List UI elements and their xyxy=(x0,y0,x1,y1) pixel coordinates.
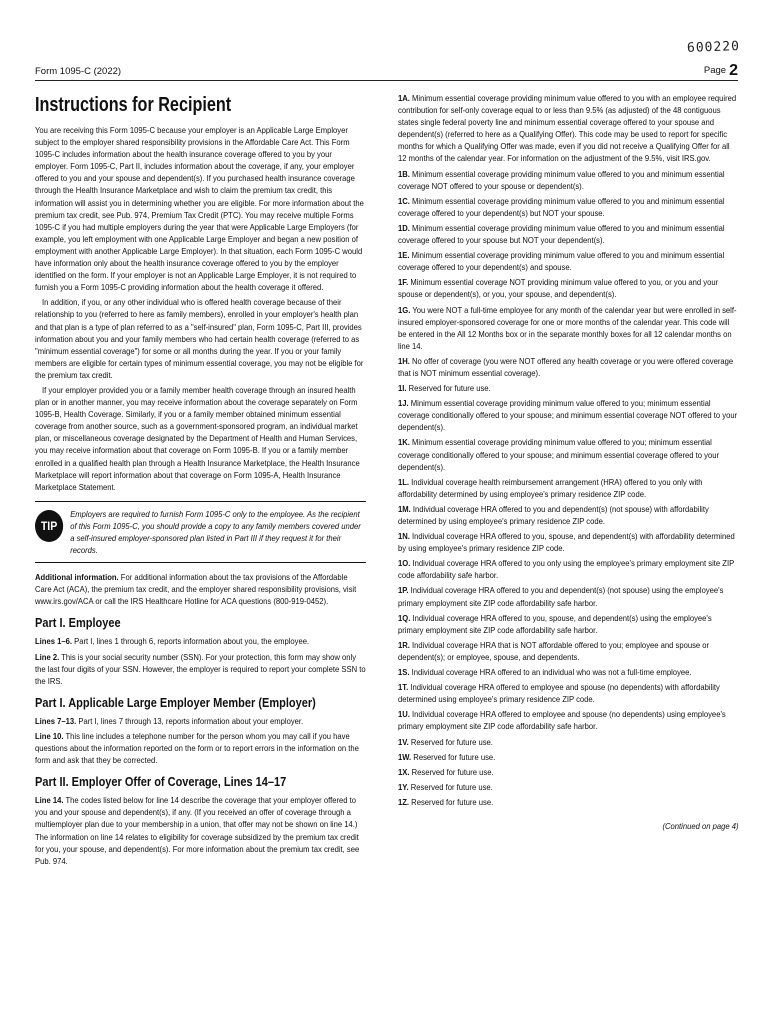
offer-code-label: 1I. xyxy=(398,383,407,394)
line-2 xyxy=(35,651,366,687)
offer-code-label: 1F. xyxy=(398,277,409,288)
line-14-text: The codes listed below for line 14 describe the coverage that your employer offered to you and your spouse and dependent(s), if any. (If you received an offer of coverage through a multiemployer plan due to your membership in a union, that offer may not be shown on line 14.) The information on line 14 relates to eligibility for coverage subsidized by the premium tax credit for you, your spouse, and dependent(s). For more information about the premium tax credit, see Pub. 974. xyxy=(35,795,360,866)
offer-code-label: 1E. xyxy=(398,250,410,261)
form-identifier: Form 1095-C (2022) xyxy=(35,66,122,77)
lines-7-13-text: Part I, lines 7 through 13, reports information about your employer. xyxy=(76,715,304,726)
offer-code-description: Individual coverage HRA offered to employee and spouse (no dependents) using employee's primary employment site ZIP code affordability safe harbor. xyxy=(398,709,726,732)
offer-code-description: Reserved for future use. xyxy=(408,736,493,747)
offer-code-description: Individual coverage HRA offered to you, spouse, and dependent(s) with affordability determined by using employee's primary residence ZIP code. xyxy=(398,531,735,554)
offer-code-description: Individual coverage HRA that is NOT affordable offered to you; employee and spouse or dependent(s); or employee, spouse, and dependents. xyxy=(398,639,710,662)
offer-code-label: 1X. xyxy=(398,766,410,777)
lines-1-6-label: Lines 1–6. xyxy=(35,636,72,647)
offer-code-label: 1M. xyxy=(398,503,411,514)
offer-code-label: 1A. xyxy=(398,93,410,103)
offer-code-label: 1J. xyxy=(398,398,409,409)
offer-code-item xyxy=(398,751,739,763)
offer-code-label: 1P. xyxy=(398,585,409,596)
offer-code-label: 1L. xyxy=(398,476,410,487)
offer-code-list xyxy=(398,92,739,808)
offer-code-description: Individual coverage HRA offered to employee and spouse (no dependents) with affordability determined using employee's primary residence ZIP code. xyxy=(398,682,720,705)
handwritten-mark: 600220 xyxy=(686,39,741,56)
offer-code-label: 1U. xyxy=(398,709,410,720)
offer-code-label: 1Q. xyxy=(398,612,411,623)
offer-code-label: 1T. xyxy=(398,682,409,693)
offer-code-description: Minimum essential coverage providing minimum value offered to you and minimum essential coverage offered to your dependent(s) but NOT your spouse. xyxy=(398,195,725,218)
tip-icon: TIP xyxy=(35,510,63,542)
offer-code-item xyxy=(398,584,739,608)
offer-code-description: Individual coverage health reimbursement arrangement (HRA) offered to you only with affordability determined by using employee's primary residence ZIP code. xyxy=(398,476,703,499)
offer-code-item xyxy=(398,436,739,472)
offer-code-item xyxy=(398,168,739,192)
offer-code-description: Minimum essential coverage providing minimum value offered to you; minimum essential coverage conditionally offered to your spouse; and minimum essential coverage NOT offered to your dependent(s). xyxy=(398,398,738,433)
line-2-text: This is your social security number (SSN). For your protection, this form may show only the last four digits of your SSN. However, the employer is required to report your complete SSN to the IRS. xyxy=(35,651,366,686)
additional-information-label: Additional information. xyxy=(35,572,119,583)
offer-code-item xyxy=(398,781,739,793)
offer-code-item xyxy=(398,666,739,678)
intro-paragraph-2: In addition, if you, or any other individual who is offered health coverage because of their relationship to you (referred to here as family members), enrolled in your employer's health plan and that plan is a type of plan referred to as a "self-insured" plan, Form 1095-C, Part III, provides information about you and your family members who had certain health coverage (referred to as "minimum essential coverage") for some or all months during the year. If you or your family members are eligible for certain types of minimum essential coverage, you may not be eligible for the premium tax credit. xyxy=(35,297,364,380)
offer-code-item xyxy=(398,736,739,748)
page-number-digit: 2 xyxy=(729,62,738,79)
additional-information xyxy=(35,571,366,607)
offer-code-item xyxy=(398,355,739,379)
offer-code-item xyxy=(398,530,739,554)
intro-paragraph-1: You are receiving this Form 1095-C because your employer is an Applicable Large Employer subject to the employer shared responsibility provisions in the Affordable Care Act. This Form 1095-C includes information about the health insurance coverage offered to you by your employer. Form 1095-C, Part II, includes information about the coverage, if any, your employer offered to you and your spouse and dependent(s). If you purchased health insurance coverage through the Health Insurance Marketplace and wish to claim the premium tax credit, this information will assist you in determining whether you are eligible. For more information about the premium tax credit, see Pub. 974, Premium Tax Credit (PTC). You may receive multiple Forms 1095-C if you had multiple employers during the year that were Applicable Large Employers (for example, you left employment with one Applicable Large Employer and began a new position of employment with another Applicable Large Employer). In that situation, each Form 1095-C would have information only about the health insurance coverage offered to you by the employer identified on the form. If your employer is not an Applicable Large Employer, it is not required to furnish you a Form 1095-C providing information about the health coverage it offered. xyxy=(35,125,364,293)
offer-code-description: Minimum essential coverage providing minimum value offered to you and minimum essential coverage offered to your spouse but NOT your dependent(s). xyxy=(398,222,725,246)
page-title: Instructions for Recipient xyxy=(35,94,232,116)
offer-code-label: 1D. xyxy=(398,222,410,233)
offer-code-item xyxy=(398,557,739,581)
offer-code-label: 1H. xyxy=(398,355,410,366)
line-2-label: Line 2. xyxy=(35,651,60,662)
line-14 xyxy=(35,794,366,867)
lines-1-6 xyxy=(35,635,366,647)
offer-code-item xyxy=(398,397,739,433)
offer-code-label: 1G. xyxy=(398,304,411,315)
offer-code-label: 1K. xyxy=(398,437,410,448)
lines-7-13-label: Lines 7–13. xyxy=(35,715,77,726)
line-10-label: Line 10. xyxy=(35,730,64,741)
offer-code-description: Reserved for future use. xyxy=(409,796,494,807)
offer-code-description: You were NOT a full-time employee for any month of the calendar year but were enrolled in self-insured employer-sponsored coverage for one or more months of the calendar year. This code will be entered in the All 12 Months box or in the separate monthly boxes for all 12 calendar months on line 14. xyxy=(398,304,737,351)
offer-code-label: 1S. xyxy=(398,667,410,678)
offer-code-item xyxy=(398,276,739,300)
offer-code-item xyxy=(398,382,739,394)
offer-code-description: Individual coverage HRA offered to you only using the employee's primary employment site ZIP code affordability safe harbor. xyxy=(398,558,735,581)
tip-box xyxy=(35,501,366,563)
offer-code-label: 1B. xyxy=(398,168,410,179)
line-14-label: Line 14. xyxy=(35,795,64,806)
offer-code-label: 1C. xyxy=(398,195,410,206)
offer-code-item xyxy=(398,249,739,273)
offer-code-label: 1N. xyxy=(398,531,410,542)
line-10-text: This line includes a telephone number for the person whom you may call if you have questions about the information reported on the form or to report errors in the information on the form and ask that they be corrected. xyxy=(35,730,359,766)
offer-code-item xyxy=(398,612,739,636)
offer-code-description: Minimum essential coverage providing minimum value offered to you and minimum essential coverage offered to your dependent(s) and spouse. xyxy=(398,250,725,273)
offer-code-description: Individual coverage HRA offered to you, spouse, and dependent(s) using the employee's primary employment site ZIP code affordability safe harbor. xyxy=(398,612,712,635)
offer-code-label: 1W. xyxy=(398,751,412,762)
offer-code-item xyxy=(398,476,739,500)
header-rule xyxy=(35,80,738,81)
right-column xyxy=(398,92,739,835)
offer-code-item xyxy=(398,708,739,732)
offer-code-label: 1O. xyxy=(398,558,411,569)
offer-code-description: Individual coverage HRA offered to you and dependent(s) (not spouse) with affordability determined by using employee's primary residence ZIP code. xyxy=(398,503,709,526)
offer-code-description: Minimum essential coverage providing minimum value offered to you with an employee required contribution for self-only coverage equal to or less than 9.5% (as adjusted) of the 48 contiguous states single federal poverty line and minimum essential coverage offered to your spouse and dependent(s) (referred to here as a Qualifying Offer). This code may be used to report for specific months for which a Qualifying Offer was made, even if you did not receive a Qualifying Offer for all 12 months of the calendar year. For information on the adjustment of the 9.5%, visit IRS.gov. xyxy=(398,93,737,164)
page-label: Page xyxy=(703,65,727,76)
section-heading-employee: Part I. Employee xyxy=(35,616,121,631)
left-column xyxy=(35,92,366,870)
offer-code-item xyxy=(398,766,739,778)
offer-code-description: Individual coverage HRA offered to you and dependent(s) (not spouse) using the employee's primary employment site ZIP code affordability safe harbor. xyxy=(398,585,724,608)
offer-code-item xyxy=(398,681,739,705)
offer-code-item xyxy=(398,503,739,527)
offer-code-description: No offer of coverage (you were NOT offered any health coverage or you were offered coverage that is NOT minimum essential coverage). xyxy=(398,355,734,378)
additional-information-text: For additional information about the tax provisions of the Affordable Care Act (ACA), the premium tax credit, and the employer shared responsibility provisions, visit www.irs.gov/ACA or call the IRS Healthcare Hotline for ACA questions (800-919-0452). xyxy=(35,572,357,607)
tip-text: Employers are required to furnish Form 1095-C only to the employee. As the recipient of this Form 1095-C, you should provide a copy to any family members covered under a self-insured employer-sponsored plan listed in Part III if they request it for their records. xyxy=(70,508,361,556)
offer-code-description: Reserved for future use. xyxy=(406,383,491,394)
offer-code-label: 1Y. xyxy=(398,781,409,792)
offer-code-description: Minimum essential coverage providing minimum value offered to you and minimum essential coverage NOT offered to your spouse or dependent(s). xyxy=(398,168,725,191)
offer-code-item xyxy=(398,304,739,352)
lines-1-6-text: Part I, lines 1 through 6, reports information about you, the employee. xyxy=(71,636,310,647)
offer-code-item xyxy=(398,195,739,219)
line-10 xyxy=(35,730,366,766)
page-number xyxy=(680,62,738,80)
offer-code-description: Reserved for future use. xyxy=(408,781,493,792)
section-heading-offer-of-coverage: Part II. Employer Offer of Coverage, Lines 14–17 xyxy=(35,775,287,790)
offer-code-item xyxy=(398,92,739,165)
continued-note: (Continued on page 4) xyxy=(662,820,739,831)
offer-code-label: 1R. xyxy=(398,639,410,650)
section-heading-employer: Part I. Applicable Large Employer Member (Employer) xyxy=(35,695,316,710)
offer-code-label: 1Z. xyxy=(398,796,410,807)
lines-7-13 xyxy=(35,715,366,727)
offer-code-item xyxy=(398,639,739,663)
offer-code-label: 1V. xyxy=(398,736,409,747)
offer-code-item xyxy=(398,796,739,808)
intro-paragraph-3: If your employer provided you or a family member health coverage through an insured health plan or in another manner, you may receive information about the coverage separately on Form 1095-B, Health Coverage. Similarly, if you or a family member obtained minimum essential coverage from another source, such as a government-sponsored program, an individual market plan, or miscellaneous coverage designated by the Department of Health and Human Services, you may receive information about that coverage on Form 1095-B. If you or a family member enrolled in a qualified health plan through a Health Insurance Marketplace, the Health Insurance Marketplace will report information about that coverage on Form 1095-A, Health Insurance Marketplace Statement. xyxy=(35,384,360,492)
offer-code-description: Minimum essential coverage providing minimum value offered to you; minimum essential coverage conditionally offered to your spouse; and minimum essential coverage offered to your dependent(s). xyxy=(398,437,719,472)
offer-code-description: Minimum essential coverage NOT providing minimum value offered to you, or you and your spouse or dependent(s), or you, your spouse, and dependent(s). xyxy=(398,277,719,300)
offer-code-description: Individual coverage HRA offered to an individual who was not a full-time employee. xyxy=(409,667,692,678)
offer-code-item xyxy=(398,222,739,246)
offer-code-description: Reserved for future use. xyxy=(411,751,496,762)
offer-code-description: Reserved for future use. xyxy=(409,766,494,777)
